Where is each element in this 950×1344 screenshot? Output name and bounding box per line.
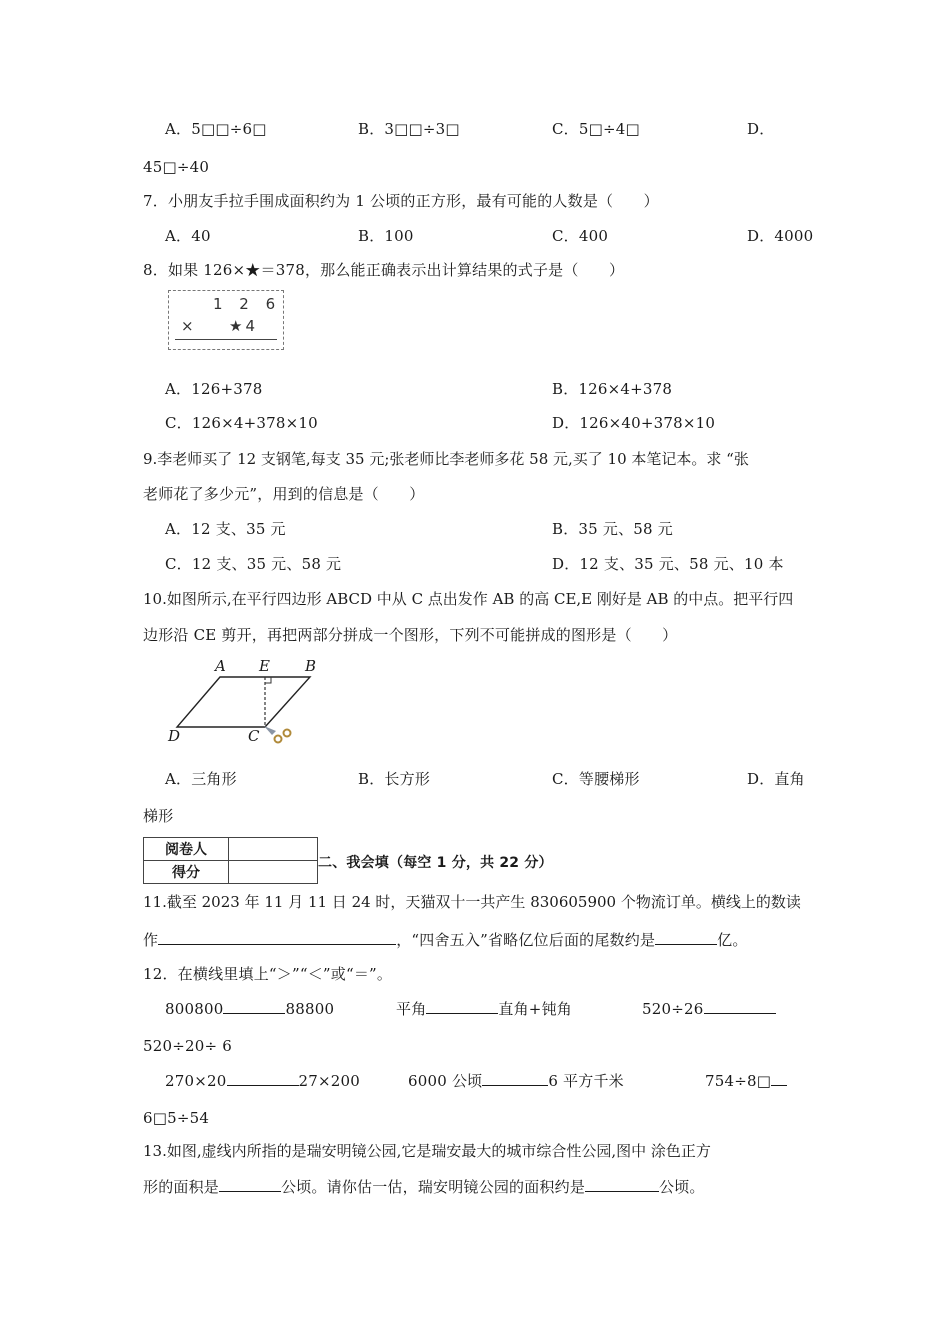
q12-left-6: 754÷8□ (705, 1072, 772, 1090)
q12-compare-4 (165, 1071, 360, 1091)
q10-option-c: C．等腰梯形 (552, 770, 640, 788)
q12-right-4: 27×200 (298, 1072, 360, 1090)
q9-stem-line2: 老师花了多少元”，用到的信息是（ ） (143, 485, 425, 503)
q13-line2 (143, 1177, 705, 1197)
q13-text-a: 形的面积是 (143, 1178, 220, 1196)
q13-text-c: 公顷。 (659, 1178, 705, 1196)
q8-option-b: B．126×4+378 (552, 380, 673, 398)
score-value (229, 861, 318, 884)
grader-value (229, 838, 318, 861)
q12-compare-6 (705, 1071, 787, 1091)
q12-left-2: 平角 (396, 1000, 427, 1018)
score-table-row (144, 838, 318, 861)
q13-blank-square-area[interactable] (219, 1177, 281, 1192)
q6-option-b: B．3□□÷3□ (358, 120, 460, 138)
q9-option-b: B．35 元、58 元 (552, 520, 673, 538)
calc-rule-line (175, 339, 277, 340)
q12-right-2: 直角+钝角 (498, 1000, 572, 1018)
q13-blank-park-area[interactable] (585, 1177, 659, 1192)
q11-text-c: 亿。 (717, 931, 748, 949)
vertical-multiplication-figure (168, 290, 284, 350)
q12-compare-3-wrap: 520÷20÷ 6 (143, 1037, 232, 1055)
section-2-heading: 二、我会填（每空 1 分，共 22 分） (318, 855, 553, 871)
q12-compare-6-wrap: 6□5÷54 (143, 1109, 210, 1127)
q11-line1: 11.截至 2023 年 11 月 11 日 24 时，天猫双十一共产生 830605900 个物流订单。横线上的数读 (143, 893, 801, 911)
q12-blank-2[interactable] (426, 999, 498, 1014)
label-e: E (259, 657, 270, 675)
q12-left-4: 270×20 (165, 1072, 227, 1090)
q13-line1: 13.如图,虚线内所指的是瑞安明镜公园,它是瑞安最大的城市综合性公园,图中 涂色正方 (143, 1142, 711, 1160)
q10-option-a: A．三角形 (165, 770, 237, 788)
q10-option-b: B．长方形 (358, 770, 431, 788)
q12-right-1: 88800 (285, 1000, 335, 1018)
label-a: A (215, 657, 226, 675)
q7-option-c: C．400 (552, 227, 609, 245)
q12-left-5: 6000 公顷 (408, 1072, 483, 1090)
q12-compare-1 (165, 999, 334, 1019)
scissors-icon (264, 726, 291, 743)
q11-blank-reading[interactable] (158, 930, 396, 945)
q12-stem: 12．在横线里填上“＞”“＜”或“＝”。 (143, 965, 393, 983)
multiply-sign: × (181, 317, 194, 335)
q6-option-d: D． (747, 120, 775, 138)
q6-option-d-wrap: 45□÷40 (143, 158, 210, 176)
q12-compare-2 (396, 999, 572, 1019)
q9-option-d: D．12 支、35 元、58 元、10 本 (552, 555, 784, 573)
q9-option-c: C．12 支、35 元、58 元 (165, 555, 342, 573)
q12-blank-5[interactable] (482, 1071, 548, 1086)
label-c: C (248, 727, 260, 745)
q6-option-c: C．5□÷4□ (552, 120, 640, 138)
q12-blank-3[interactable] (704, 999, 776, 1014)
q8-option-d: D．126×40+378×10 (552, 414, 716, 432)
q11-blank-approx[interactable] (655, 930, 717, 945)
q8-stem: 8．如果 126×★＝378，那么能正确表示出计算结果的式子是（ ） (143, 261, 625, 279)
q12-compare-5 (408, 1071, 624, 1091)
score-table (143, 837, 318, 884)
q10-option-d-wrap: 梯形 (143, 807, 174, 825)
q7-option-b: B．100 (358, 227, 414, 245)
q12-left-3: 520÷26 (642, 1000, 704, 1018)
q10-option-d: D．直角 (747, 770, 805, 788)
q12-blank-4[interactable] (227, 1071, 299, 1086)
q7-option-a: A．40 (165, 227, 211, 245)
score-label: 得分 (144, 861, 229, 884)
q7-stem: 7．小朋友手拉手围成面积约为 1 公顷的正方形，最有可能的人数是（ ） (143, 192, 659, 210)
q7-option-d: D．4000 (747, 227, 814, 245)
q12-compare-3 (642, 999, 776, 1019)
parallelogram-figure (160, 655, 340, 750)
score-table-row (144, 861, 318, 884)
q12-blank-1[interactable] (223, 999, 285, 1014)
q12-left-1: 800800 (165, 1000, 224, 1018)
calc-bottom-number: ★4 (229, 317, 258, 335)
q8-option-a: A．126+378 (165, 380, 263, 398)
q11-line2 (143, 930, 748, 950)
q10-stem-line2: 边形沿 CE 剪开，再把两部分拼成一个图形，下列不可能拼成的图形是（ ） (143, 626, 678, 644)
q9-option-a: A．12 支、35 元 (165, 520, 286, 538)
label-b: B (305, 657, 317, 675)
q11-text-b: ，“四舍五入”省略亿位后面的尾数约是 (396, 931, 656, 949)
q9-stem-line1: 9.李老师买了 12 支钢笔,每支 35 元;张老师比李老师多花 58 元,买了 10 本笔记本。求 “张 (143, 450, 749, 468)
q11-text-a: 作 (143, 931, 159, 949)
label-d: D (168, 727, 181, 745)
q12-blank-6[interactable] (771, 1071, 787, 1086)
q6-option-a: A．5□□÷6□ (165, 120, 267, 138)
q10-stem-line1: 10.如图所示,在平行四边形 ABCD 中从 C 点出发作 AB 的高 CE,E 刚好是 AB 的中点。把平行四 (143, 590, 794, 608)
q13-text-b: 公顷。请你估一估，瑞安明镜公园的面积约是 (281, 1178, 586, 1196)
calc-top-number: 1 2 6 (213, 295, 282, 313)
grader-label: 阅卷人 (144, 838, 229, 861)
q8-option-c: C．126×4+378×10 (165, 414, 318, 432)
q12-right-5: 6 平方千米 (548, 1072, 624, 1090)
